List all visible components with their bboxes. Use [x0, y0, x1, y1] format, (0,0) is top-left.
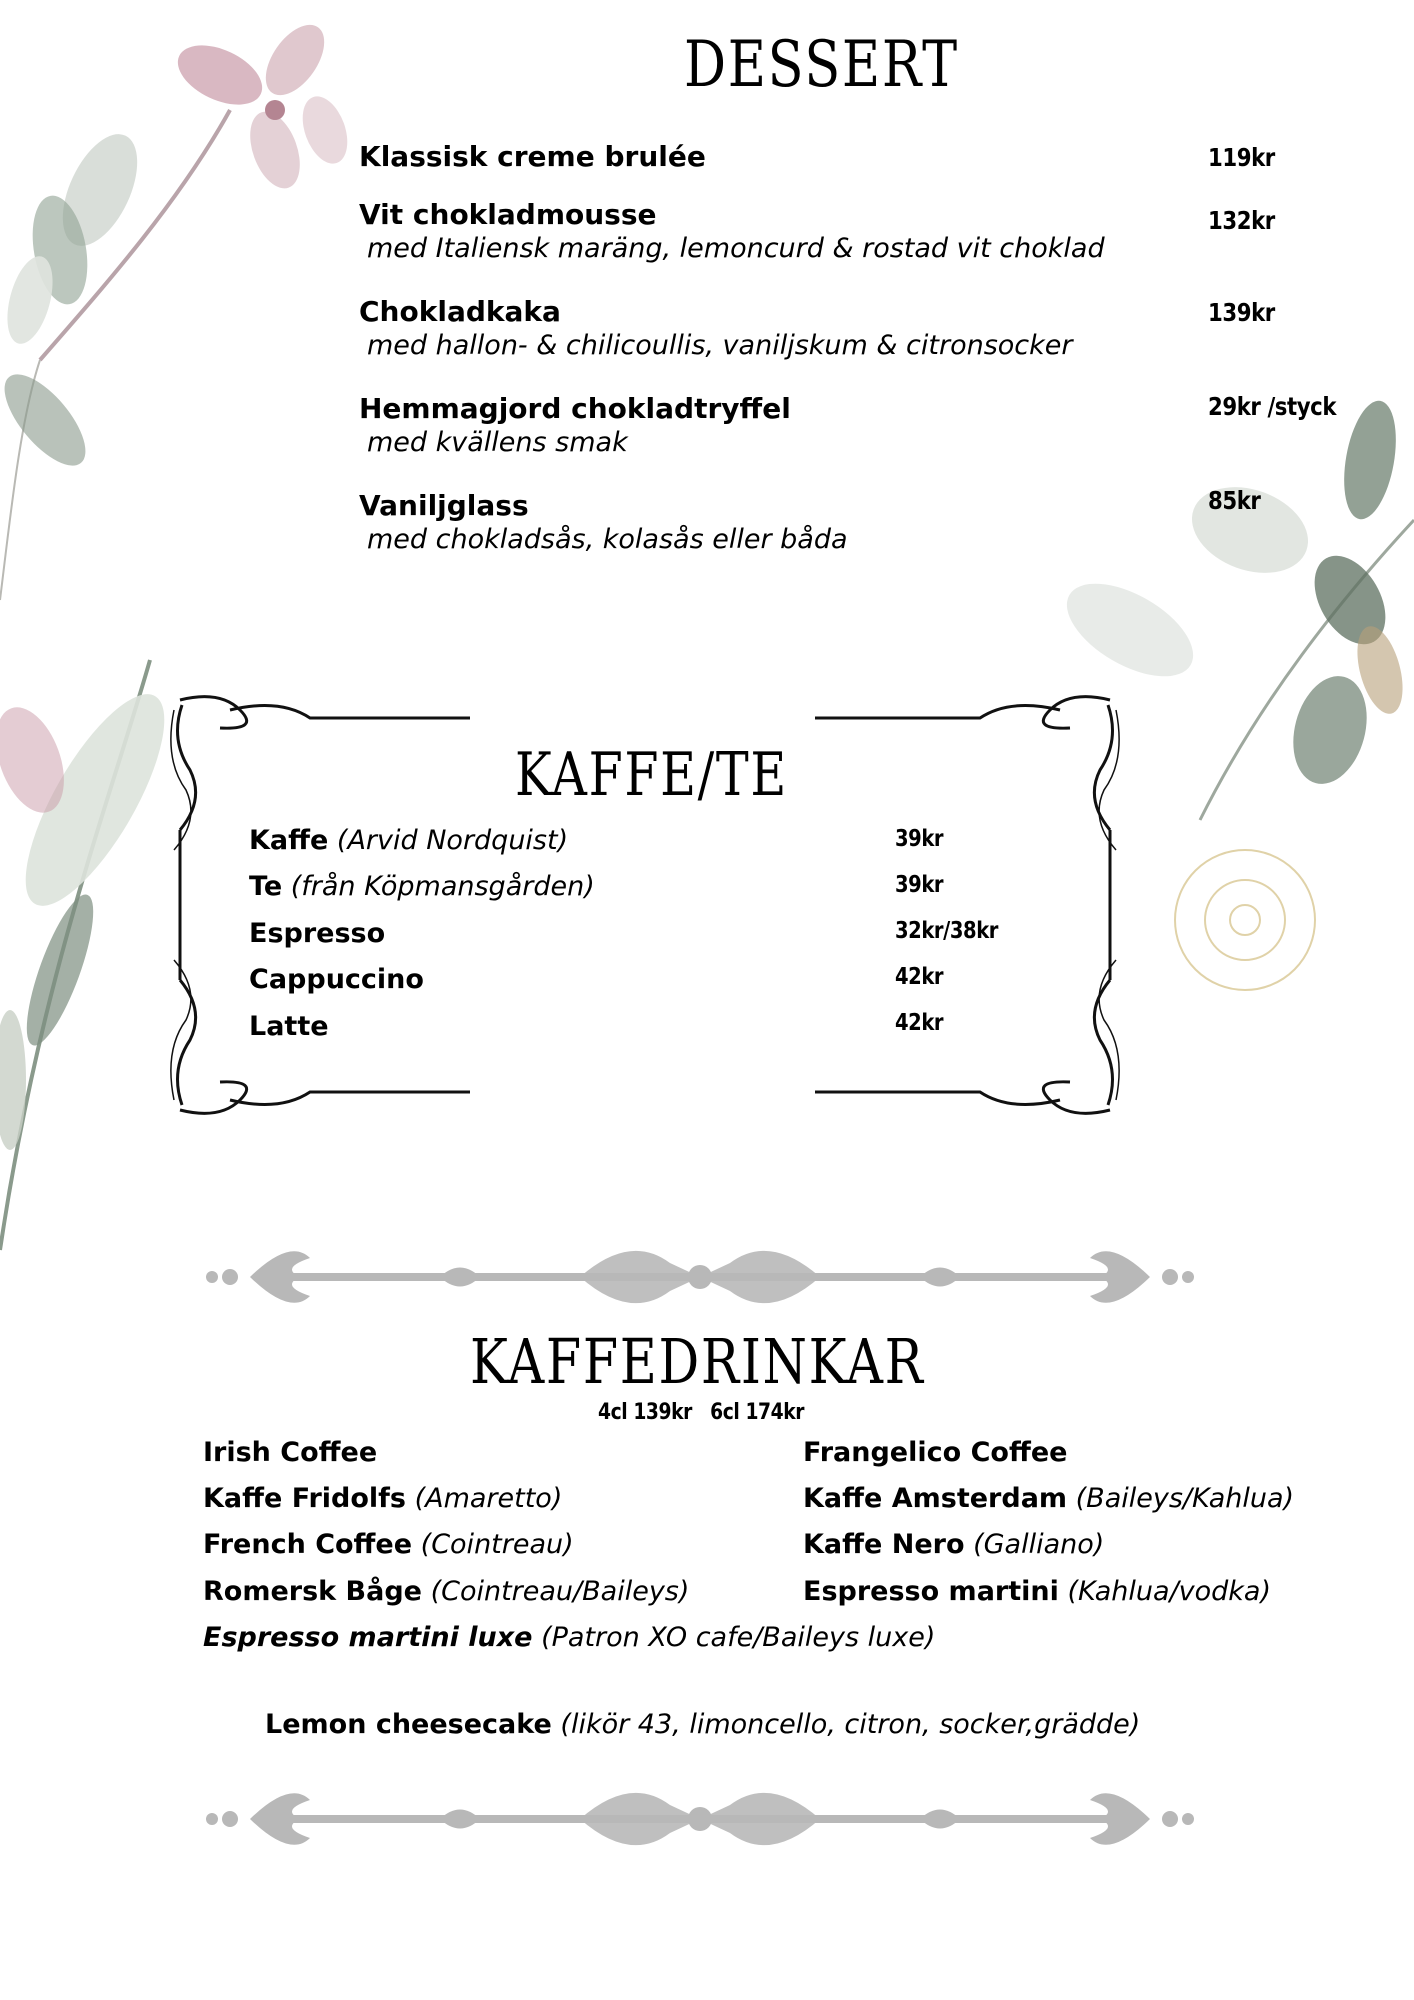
drink-note: (Cointreau/Baileys) — [430, 1576, 690, 1607]
dessert-item — [359, 489, 848, 555]
dessert-item-price: 139kr — [1208, 298, 1275, 327]
dessert-item-name: Vit chokladmousse — [359, 198, 657, 231]
drink-note: (Amaretto) — [414, 1483, 563, 1514]
item-name: Espresso — [249, 918, 386, 949]
drink-name: French Coffee — [203, 1529, 413, 1560]
drink-name: Lemon cheesecake — [265, 1709, 552, 1740]
drink-note: (Kahlua/vodka) — [1067, 1576, 1272, 1607]
drink-row — [203, 1576, 689, 1607]
item-name: Kaffe — [249, 825, 329, 856]
drink-name: Irish Coffee — [203, 1437, 378, 1468]
drink-name: Frangelico Coffee — [803, 1437, 1068, 1468]
drink-name: Romersk Båge — [203, 1576, 422, 1607]
dessert-item-price: 119kr — [1208, 143, 1275, 172]
kaffe-te-title: KAFFE/TE — [515, 740, 788, 810]
dessert-item-name: Chokladkaka — [359, 295, 561, 328]
item-price: 32kr/38kr — [895, 918, 999, 944]
ornamental-divider-bottom — [200, 1780, 1200, 1860]
drink-row — [803, 1437, 1067, 1468]
item-price: 39kr — [895, 872, 944, 898]
menu-row — [249, 1011, 329, 1042]
dessert-item — [359, 140, 706, 173]
flower-top-left-icon — [150, 20, 350, 190]
drink-row — [203, 1483, 562, 1514]
item-note: (från Köpmansgården) — [290, 871, 595, 902]
dessert-title: DESSERT — [684, 28, 959, 102]
dessert-item-name: Vaniljglass — [359, 489, 529, 522]
item-price: 42kr — [895, 1010, 944, 1036]
dessert-item — [359, 198, 1105, 264]
menu-row — [249, 918, 385, 949]
menu-row — [249, 825, 568, 856]
ornamental-divider-top — [200, 1238, 1200, 1318]
drink-row — [203, 1529, 574, 1560]
item-name: Te — [249, 871, 283, 902]
dessert-item-description: med kvällens smak — [367, 427, 628, 458]
drink-name: Espresso martini luxe — [203, 1622, 533, 1653]
drink-name: Kaffe Fridolfs — [203, 1483, 406, 1514]
drink-note: (Patron XO cafe/Baileys luxe) — [541, 1622, 936, 1653]
kaffedrinkar-title: KAFFEDRINKAR — [470, 1325, 925, 1398]
item-note: (Arvid Nordquist) — [336, 825, 569, 856]
special-drink-row — [265, 1709, 1140, 1740]
drink-row — [803, 1576, 1271, 1607]
dessert-item-description: med Italiensk maräng, lemoncurd & rostad vit choklad — [367, 233, 1105, 264]
dessert-item-price: 85kr — [1208, 486, 1261, 515]
item-name: Cappuccino — [249, 964, 424, 995]
kaffedrinkar-prices: 4cl 139kr 6cl 174kr — [598, 1400, 805, 1425]
drink-row — [803, 1483, 1294, 1514]
dessert-item-price: 132kr — [1208, 206, 1275, 235]
dessert-item-price: 29kr /styck — [1208, 392, 1337, 421]
drink-name: Kaffe Nero — [803, 1529, 965, 1560]
drink-name: Espresso martini — [803, 1576, 1059, 1607]
menu-row — [249, 964, 424, 995]
item-price: 39kr — [895, 826, 944, 852]
drink-name: Kaffe Amsterdam — [803, 1483, 1068, 1514]
drink-row — [203, 1437, 377, 1468]
dessert-item-name: Klassisk creme brulée — [359, 140, 706, 173]
dessert-item — [359, 295, 1072, 361]
drink-row-luxe — [203, 1622, 935, 1653]
drink-note: (Baileys/Kahlua) — [1075, 1483, 1295, 1514]
item-name: Latte — [249, 1011, 329, 1042]
drink-note: (Galliano) — [973, 1529, 1105, 1560]
dessert-item-description: med hallon- & chilicoullis, vaniljskum & citronsocker — [367, 330, 1073, 361]
dessert-item-description: med chokladsås, kolasås eller båda — [367, 524, 848, 555]
item-price: 42kr — [895, 964, 944, 990]
dessert-item — [359, 392, 791, 458]
drink-note: (Cointreau) — [420, 1529, 574, 1560]
menu-row — [249, 871, 595, 902]
dessert-item-name: Hemmagjord chokladtryffel — [359, 392, 791, 425]
drink-note: (likör 43, limoncello, citron, socker,grädde) — [560, 1709, 1141, 1740]
drink-row — [803, 1529, 1104, 1560]
